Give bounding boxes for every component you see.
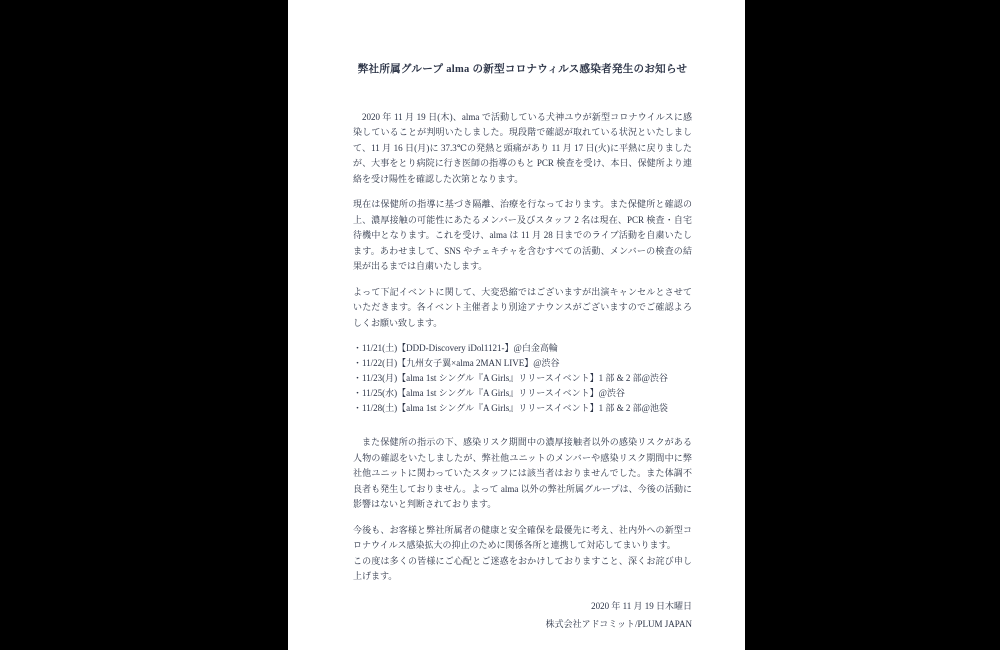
paragraph-apology: この度は多くの皆様にご心配とご迷惑をおかけしておりますこと、深くお詫び申し上げます。 [353, 555, 692, 581]
event-item: ・11/22(日)【九州女子翼×alma 2MAN LIVE】@渋谷 [353, 358, 560, 368]
footer-company: 株式会社アドコミット/PLUM JAPAN [545, 618, 692, 629]
paragraph-future-measures: 今後も、お客様と弊社所属者の健康と安全確保を最優先に考え、社内外への新型コロナウイルス感染拡大の抑止のために関係各所と連携して対応してまいります。 [353, 524, 692, 550]
paragraph-infection-report: 2020 年 11 月 19 日(木)、alma で活動している犬神ユウが新型コロナウイルスに感染していることが判明いたしました。現段階で確認が取れている状況といたしまして、11 月 16 日(月)に 37.3℃の発熱と頭痛があり 11 月 17 日(火)に平熱に戻りましたが、大事をとり病院に行き医師の指導のもと PCR 検査を受け、本日、保健所より連絡を受け陽性を確認した次第となります。 [353, 111, 692, 184]
notice-title: 弊社所属グループ alma の新型コロナウィルス感染者発生のお知らせ [357, 64, 688, 75]
paragraph-event-cancellation: よって下記イベントに関して、大変恐縮ではございますが出演キャンセルとさせていただきます。各イベント主催者より別途アナウンスがございますのでご確認よろしくお願い致します。 [353, 286, 692, 328]
footer-date: 2020 年 11 月 19 日木曜日 [591, 600, 692, 611]
cancelled-event-list [353, 341, 692, 416]
paragraph-other-groups-status: また保健所の指示の下、感染リスク期間中の濃厚接触者以外の感染リスクがある人物の確認をいたしましたが、弊社他ユニットのメンバーや感染リスク期間中に弊社他ユニットに関わっていたスタッフには該当者はおりませんでした。また体調不良者も発生しておりません。よって alma 以外の弊社所属グループは、今後の活動に影響はないと判断されております。 [353, 437, 692, 509]
paragraph-quarantine-measures: 現在は保健所の指導に基づき隔離、治療を行なっております。また保健所と確認の上、濃厚接触の可能性にあたるメンバー及びスタッフ 2 名は現在、PCR 検査・自宅待機中となります。これを受け、alma は 11 月 28 日までのライブ活動を自粛いたします。あわせまして、SNS やチェキチャを含むすべての活動、メンバーの検査の結果が出るまでは自粛いたします。 [353, 199, 692, 271]
event-item: ・11/25(水)【alma 1st シングル『A Girls』リリースイベント】@渋谷 [353, 388, 625, 398]
event-item: ・11/28(土)【alma 1st シングル『A Girls』リリースイベント】1 部 & 2 部@池袋 [353, 403, 668, 413]
event-item: ・11/23(月)【alma 1st シングル『A Girls』リリースイベント】1 部 & 2 部@渋谷 [353, 373, 668, 383]
document-page [288, 0, 745, 650]
event-item: ・11/21(土)【DDD-Discovery iDol1121-】@白金高輪 [353, 343, 558, 353]
document-footer [353, 597, 692, 633]
